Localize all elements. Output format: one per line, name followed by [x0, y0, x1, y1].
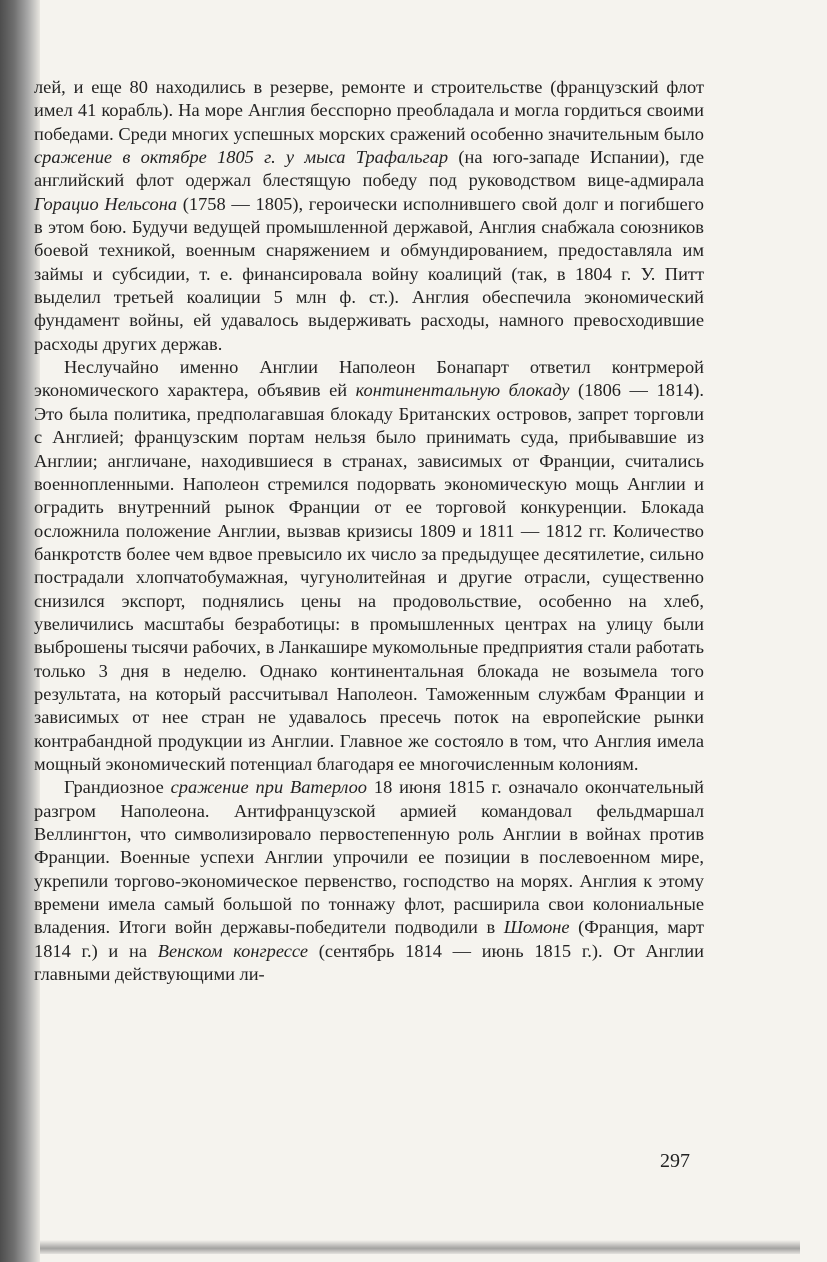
text-run: (1806 — 1814). Это была политика, предполагавшая блокаду Британских островов, запрет торговли с Англией; французским портам нельзя было принимать суда, прибывавшие из Англии; англичане, находившиеся в странах, зависимых от Франции, считались военнопленными. Наполеон стремился подорвать экономическую мощь Англии и оградить внутренний рынок Франции от ее торговой конкуренции. Блокада осложнила положение Англии, вызвав кризисы 1809 и 1811 — 1812 гг. Количество банкротств более чем вдвое превысило их число за предыдущее десятилетие, сильно пострадали хлопчатобумажная, чугунолитейная и другие отрасли, существенно снизился экспорт, поднялись цены на продовольствие, особенно на хлеб, увеличились масштабы безработицы: в промышленных центрах на улицу были выброшены тысячи рабочих, в Ланкашире мукомольные предприятия стали работать только 3 дня в неделю. Однако континентальная блокада не возымела того результата, на который рассчитывал Наполеон. Таможенным службам Франции и зависимых от нее стран не удавалось пресечь поток на европейские рынки контрабандной продукции из Англии. Главное же состояло в том, что Англия имела мощный экономический потенциал благодаря ее многочисленным колониям.: [34, 380, 705, 774]
page-edge-shadow: [40, 1240, 800, 1254]
text-run: 18 июня 1815 г. означало окончательный разгром Наполеона. Антифранцузской армией командовал фельдмаршал Веллингтон, что символизировало первостепенную роль Англии в войнах против Франции. Военные успехи Англии упрочили ее позиции в послевоенном мире, укрепили торгово-экономическое первенство, господство на морях. Англия к этому времени имела самый большой по тоннажу флот, расширила свои колониальные владения. Итоги войн державы-победители подводили в: [34, 777, 704, 938]
paragraph-3: [34, 776, 704, 986]
text-run: Грандиозное: [64, 777, 171, 798]
italic-term: континентальную блокаду: [355, 380, 570, 401]
text-run: (Франция, март 1814 г.) и на: [34, 917, 704, 961]
italic-term: Шомоне: [503, 917, 570, 938]
text-run: (на юго-западе Испании), где английский флот одержал блестящую победу под руководством вице-адмирала: [34, 147, 705, 191]
paragraph-2: [34, 356, 704, 776]
text-run: лей, и еще 80 находились в резерве, ремонте и строительстве (французский флот имел 41 корабль). На море Англия бесспорно преобладала и могла гордиться своими победами. Среди многих успешных морских сражений особенно значительным было: [34, 77, 704, 144]
text-run: Неслучайно именно Англии Наполеон Бонапарт ответил контрмерой экономического характера, объявив ей: [34, 357, 704, 401]
italic-term: Венском конгрессе: [157, 940, 309, 961]
text-run: (сентябрь 1814 — июнь 1815 г.). От Англии главными действующими ли-: [34, 940, 704, 985]
italic-term: сражение при Ватерлоо: [170, 777, 368, 798]
page-number: 297: [660, 1150, 690, 1172]
text-run: (1758 — 1805), героически исполнившего свой долг и погибшего в этом бою. Будучи ведущей промышленной державой, Англия снабжала союзников боевой техникой, военным снаряжением и обмундированием, предоставляла им займы и субсидии, т. е. финансировала войну коалиций (так, в 1804 г. У. Питт выделил третьей коалиции 5 млн ф. ст.). Англия обеспечила экономический фундамент войны, ей удавалось выдерживать расходы, намного превосходившие расходы других держав.: [34, 193, 704, 354]
page-body-text: [34, 76, 704, 986]
italic-term: Горацио Нельсона: [34, 193, 178, 214]
italic-term: сражение в октябре 1805 г. у мыса Трафальгар: [34, 147, 449, 168]
paragraph-1: [34, 76, 704, 356]
